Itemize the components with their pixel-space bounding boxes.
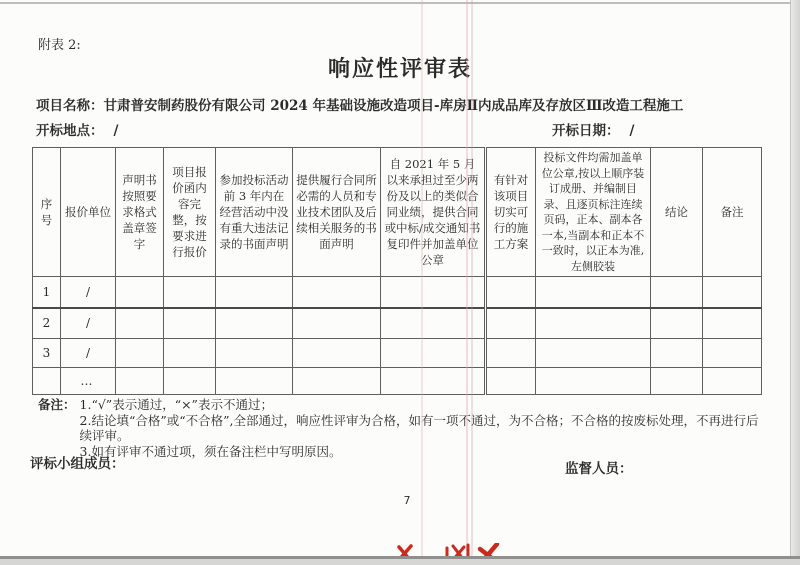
table-row <box>33 308 762 339</box>
empty-cell <box>703 308 762 339</box>
unit-cell: / <box>61 339 116 368</box>
header-conclusion: 结论 <box>651 148 703 277</box>
header-no-illegal-record: 参加投标活动前 3 年内在经营活动中没有重大违法记录的书面声明 <box>216 148 293 277</box>
empty-cell <box>293 368 381 395</box>
header-personnel-team: 提供履行合同所必需的人员和专业技术团队及后续相关服务的书面声明 <box>293 148 381 277</box>
unit-cell: / <box>61 308 116 339</box>
empty-cell <box>293 277 381 308</box>
table-row <box>33 368 762 395</box>
empty-cell <box>651 368 703 395</box>
empty-cell <box>536 368 651 395</box>
page-number: 7 <box>403 494 411 507</box>
header-binding-requirements: 投标文件均需加盖单位公章,按以上顺序装订成册、并编制目录、且逐页标注连续页码，正本、副本各一本,当副本和正本不一致时，以正本为准,左侧胶装 <box>536 148 651 277</box>
scan-edge-right <box>790 0 800 565</box>
serial-cell: 1 <box>33 277 61 308</box>
empty-cell <box>651 277 703 308</box>
empty-cell <box>651 308 703 339</box>
scan-edge-top <box>0 2 800 4</box>
unit-cell: … <box>61 368 116 395</box>
empty-cell <box>536 339 651 368</box>
project-name-value: 甘肃普安制药股份有限公司 2024 年基础设施改造项目-库房Ⅱ内成品库及存放区Ⅲ改造工程施工 <box>103 98 684 114</box>
unit-cell: / <box>61 277 116 308</box>
header-serial: 序号 <box>33 148 61 277</box>
note-line: 2.结论填“合格”或“不合格”,全部通过，响应性评审为合格，如有一项不通过，为不合格；不合格的按废标处理，不再进行后续评审。 <box>79 412 759 444</box>
empty-cell <box>381 277 486 308</box>
empty-cell <box>536 308 651 339</box>
bid-info-row <box>36 119 776 139</box>
empty-cell <box>486 339 536 368</box>
notes-block <box>38 397 768 459</box>
empty-cell <box>381 308 486 339</box>
empty-cell <box>216 308 293 339</box>
empty-cell <box>164 339 216 368</box>
empty-cell <box>216 277 293 308</box>
empty-cell <box>116 339 164 368</box>
empty-cell <box>536 277 651 308</box>
empty-cell <box>486 308 536 339</box>
empty-cell <box>703 277 762 308</box>
project-name-row <box>36 94 776 114</box>
page-title: 响应性评审表 <box>327 56 472 82</box>
table-row <box>33 339 762 368</box>
empty-cell <box>116 368 164 395</box>
note-line: 3.如有评审不通过项，须在备注栏中写明原因。 <box>79 443 342 459</box>
header-construction-plan: 有针对该项目切实可行的施工方案 <box>486 148 536 277</box>
header-declaration-format: 声明书按照要求格式盖章签字 <box>116 148 164 277</box>
header-similar-contracts: 自 2021 年 5 月以来承担过至少两份及以上的类似合同业绩，提供合同或中标/成交通知书复印件并加盖单位公章 <box>381 148 486 277</box>
header-quoting-unit: 报价单位 <box>61 148 116 277</box>
note-line: 1.“√”表示通过，“×”表示不通过； <box>79 397 273 412</box>
bid-date-label: 开标日期： <box>552 123 620 139</box>
scan-edge-bottom-band <box>0 559 800 565</box>
responsiveness-review-table <box>32 147 762 395</box>
empty-cell <box>216 339 293 368</box>
notes-label: 备注： <box>38 397 76 412</box>
project-name-label: 项目名称： <box>36 98 104 114</box>
bid-location-label: 开标地点： <box>36 123 104 139</box>
empty-cell <box>216 368 293 395</box>
empty-cell <box>703 368 762 395</box>
empty-cell <box>703 339 762 368</box>
empty-cell <box>486 368 536 395</box>
attachment-label: 附表 2: <box>38 38 81 53</box>
table-header-row <box>33 148 762 277</box>
bid-date-value: / <box>629 123 635 139</box>
empty-cell <box>116 277 164 308</box>
table-row <box>33 277 762 308</box>
evaluation-team-label: 评标小组成员： <box>30 456 125 472</box>
empty-cell <box>164 368 216 395</box>
empty-cell <box>381 368 486 395</box>
red-stamp-fragment <box>385 543 515 556</box>
empty-cell <box>116 308 164 339</box>
empty-cell <box>293 339 381 368</box>
empty-cell <box>164 277 216 308</box>
serial-cell <box>33 368 61 395</box>
header-quotation-letter: 项目报价函内容完整，按要求进行报价 <box>164 148 216 277</box>
bid-location-value: / <box>113 123 119 139</box>
supervisor-label: 监督人员： <box>565 461 633 477</box>
empty-cell <box>381 339 486 368</box>
header-remarks: 备注 <box>703 148 762 277</box>
empty-cell <box>486 277 536 308</box>
empty-cell <box>293 308 381 339</box>
serial-cell: 3 <box>33 339 61 368</box>
serial-cell: 2 <box>33 308 61 339</box>
empty-cell <box>651 339 703 368</box>
empty-cell <box>164 308 216 339</box>
